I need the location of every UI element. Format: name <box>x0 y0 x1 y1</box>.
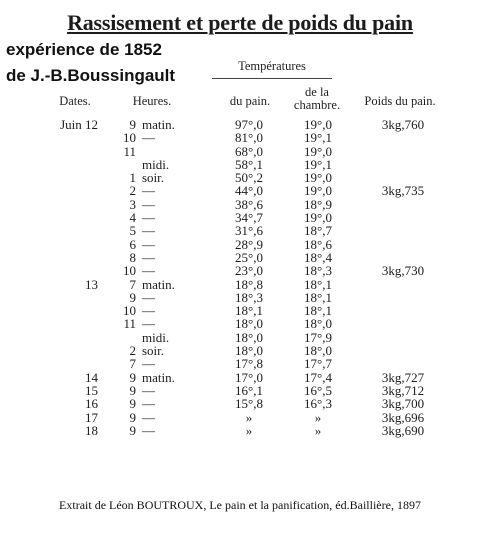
table-row <box>0 384 480 397</box>
room-temp-cell: 17°,9 <box>304 329 332 345</box>
hour-label-cell: — <box>142 303 155 319</box>
date-cell: 13 <box>85 276 98 292</box>
hour-cell: 9 <box>129 409 136 425</box>
hour-label-cell: midi. <box>142 156 170 172</box>
hour-cell: 9 <box>129 396 136 412</box>
hour-label-cell: — <box>142 223 155 239</box>
date-cell: Juin 12 <box>60 117 98 132</box>
hour-cell: 9 <box>129 117 136 132</box>
hour-label-cell: matin. <box>142 369 175 385</box>
table-row <box>0 145 480 158</box>
bread-temp-cell: 38°,6 <box>235 196 263 212</box>
temperatures-divider <box>212 78 332 79</box>
hour-cell: 10 <box>123 303 136 319</box>
weight-cell: 3kg,696 <box>381 409 425 425</box>
date-cell: 15 <box>85 382 98 398</box>
bread-temp-cell: 23°,0 <box>235 263 263 279</box>
hour-label-cell: — <box>142 382 155 398</box>
room-temp-cell: 17°,7 <box>304 356 332 372</box>
hour-cell: 9 <box>129 422 136 438</box>
hour-label-cell: — <box>142 422 155 438</box>
room-temp-cell: » <box>314 422 322 438</box>
source-citation: Extrait de Léon BOUTROUX, Le pain et la panification, éd.Baillière, 1897 <box>59 498 421 512</box>
table-row <box>0 158 480 171</box>
bread-temp-cell: 28°,9 <box>235 236 263 252</box>
hour-label-cell: — <box>142 289 155 305</box>
hour-label-cell: matin. <box>142 276 175 292</box>
hour-label-cell: — <box>142 396 155 412</box>
hour-cell: 10 <box>123 130 136 146</box>
hour-cell: 11 <box>123 316 136 332</box>
table-row <box>0 171 480 184</box>
room-temp-cell: 18°,7 <box>304 223 332 239</box>
date-cell: 14 <box>85 369 98 385</box>
hour-cell: 9 <box>129 289 136 305</box>
room-temp-cell: 17°,4 <box>304 369 332 385</box>
room-temp-cell: 19°,0 <box>304 183 332 199</box>
room-temp-cell: 18°,4 <box>304 249 332 265</box>
table-row <box>0 317 480 330</box>
bread-temp-cell: 16°,1 <box>235 382 263 398</box>
hour-cell: 4 <box>129 210 136 226</box>
hour-label-cell: — <box>142 409 155 425</box>
table-row <box>0 278 480 291</box>
weight-cell: 3kg,727 <box>381 369 425 385</box>
room-temp-cell: 19°,1 <box>304 156 332 172</box>
date-cell: 18 <box>85 422 98 438</box>
hour-label-cell: — <box>142 236 155 252</box>
table-row <box>0 118 480 131</box>
table-row <box>0 211 480 224</box>
bread-temp-cell: 44°,0 <box>235 183 263 199</box>
room-temp-cell: 19°,1 <box>304 130 332 146</box>
table-row <box>0 238 480 251</box>
bread-temp-cell: » <box>245 422 253 438</box>
bread-temp-cell: 81°,0 <box>235 130 263 146</box>
room-temp-cell: 16°,3 <box>304 396 332 412</box>
hour-cell: 3 <box>129 196 136 212</box>
hour-cell: 8 <box>129 249 136 265</box>
hour-cell: 9 <box>129 382 136 398</box>
hour-cell: 1 <box>129 170 136 186</box>
subtitle-author: de J.-B.Boussingault <box>6 66 176 85</box>
room-temp-cell: 19°,0 <box>304 210 332 226</box>
page-title: Rassisement et perte de poids du pain <box>67 10 413 35</box>
bread-temp-cell: 58°,1 <box>235 156 263 172</box>
room-temp-cell: 18°,0 <box>304 343 332 359</box>
bread-temp-cell: 18°,1 <box>235 303 263 319</box>
hour-label-cell: — <box>142 210 155 226</box>
table-row <box>0 131 480 144</box>
bread-temp-cell: 18°,0 <box>235 329 263 345</box>
table-row <box>0 291 480 304</box>
table-row <box>0 331 480 344</box>
hour-cell: 7 <box>129 356 136 372</box>
date-cell: 16 <box>85 396 98 412</box>
bread-temp-cell: 18°,3 <box>235 289 263 305</box>
weight-cell: 3kg,712 <box>381 382 425 398</box>
table-row <box>0 371 480 384</box>
hour-cell: 6 <box>129 236 136 252</box>
weight-cell: 3kg,730 <box>381 263 425 279</box>
room-temp-cell: 18°,1 <box>304 289 332 305</box>
hour-cell: 5 <box>129 223 136 239</box>
hour-cell: 11 <box>123 143 136 159</box>
hour-label-cell: — <box>142 196 155 212</box>
table-row <box>0 357 480 370</box>
data-table <box>0 118 480 437</box>
header-de-la-chambre: de la chambre. <box>293 85 341 112</box>
subtitle-experience: expérience de 1852 <box>6 40 162 59</box>
table-row <box>0 224 480 237</box>
room-temp-cell: 18°,3 <box>304 263 332 279</box>
table-row <box>0 411 480 424</box>
room-temp-cell: 18°,1 <box>304 276 332 292</box>
hour-label-cell: — <box>142 316 155 332</box>
bread-temp-cell: » <box>245 409 253 425</box>
table-row <box>0 251 480 264</box>
table-row <box>0 198 480 211</box>
hour-cell: 10 <box>123 263 136 279</box>
room-temp-cell: » <box>314 409 322 425</box>
hour-cell: 7 <box>129 276 136 292</box>
weight-cell: 3kg,760 <box>381 117 425 132</box>
bread-temp-cell: 18°,8 <box>235 276 263 292</box>
bread-temp-cell: 25°,0 <box>235 249 263 265</box>
table-row <box>0 397 480 410</box>
table-row <box>0 264 480 277</box>
room-temp-cell: 19°,0 <box>304 117 332 132</box>
bread-temp-cell: 50°,2 <box>235 170 263 186</box>
bread-temp-cell: 18°,0 <box>235 343 263 359</box>
table-row <box>0 344 480 357</box>
hour-label-cell: — <box>142 249 155 265</box>
hour-label-cell: soir. <box>142 170 165 186</box>
hour-label-cell: matin. <box>142 117 175 132</box>
room-temp-cell: 18°,1 <box>304 303 332 319</box>
hour-label-cell: — <box>142 183 155 199</box>
weight-cell: 3kg,700 <box>381 396 425 412</box>
table-row <box>0 424 480 437</box>
header-temperatures: Températures <box>238 59 306 73</box>
room-temp-cell: 18°,9 <box>304 196 332 212</box>
bread-temp-cell: 68°,0 <box>235 143 263 159</box>
bread-temp-cell: 17°,0 <box>235 369 263 385</box>
bread-temp-cell: 97°,0 <box>235 117 263 132</box>
room-temp-cell: 19°,0 <box>304 143 332 159</box>
hour-label-cell: soir. <box>142 343 165 359</box>
table-row <box>0 184 480 197</box>
header-dates: Dates. <box>59 94 91 108</box>
bread-temp-cell: 15°,8 <box>235 396 263 412</box>
weight-cell: 3kg,690 <box>381 422 425 438</box>
hour-label-cell: — <box>142 130 155 146</box>
room-temp-cell: 18°,6 <box>304 236 332 252</box>
bread-temp-cell: 17°,8 <box>235 356 263 372</box>
hour-cell: 9 <box>129 369 136 385</box>
hour-cell: 2 <box>129 183 136 199</box>
hour-cell: 2 <box>129 343 136 359</box>
bread-temp-cell: 31°,6 <box>235 223 263 239</box>
weight-cell: 3kg,735 <box>381 183 425 199</box>
hour-label-cell: — <box>142 356 155 372</box>
bread-temp-cell: 34°,7 <box>235 210 263 226</box>
header-du-pain: du pain. <box>229 94 271 108</box>
bread-temp-cell: 18°,0 <box>235 316 263 332</box>
header-poids: Poids du pain. <box>364 94 436 108</box>
room-temp-cell: 18°,0 <box>304 316 332 332</box>
hour-label-cell: midi. <box>142 329 170 345</box>
room-temp-cell: 16°,5 <box>304 382 332 398</box>
hour-label-cell: — <box>142 263 155 279</box>
table-row <box>0 304 480 317</box>
date-cell: 17 <box>85 409 98 425</box>
header-heures: Heures. <box>132 94 172 108</box>
room-temp-cell: 19°,0 <box>304 170 332 186</box>
